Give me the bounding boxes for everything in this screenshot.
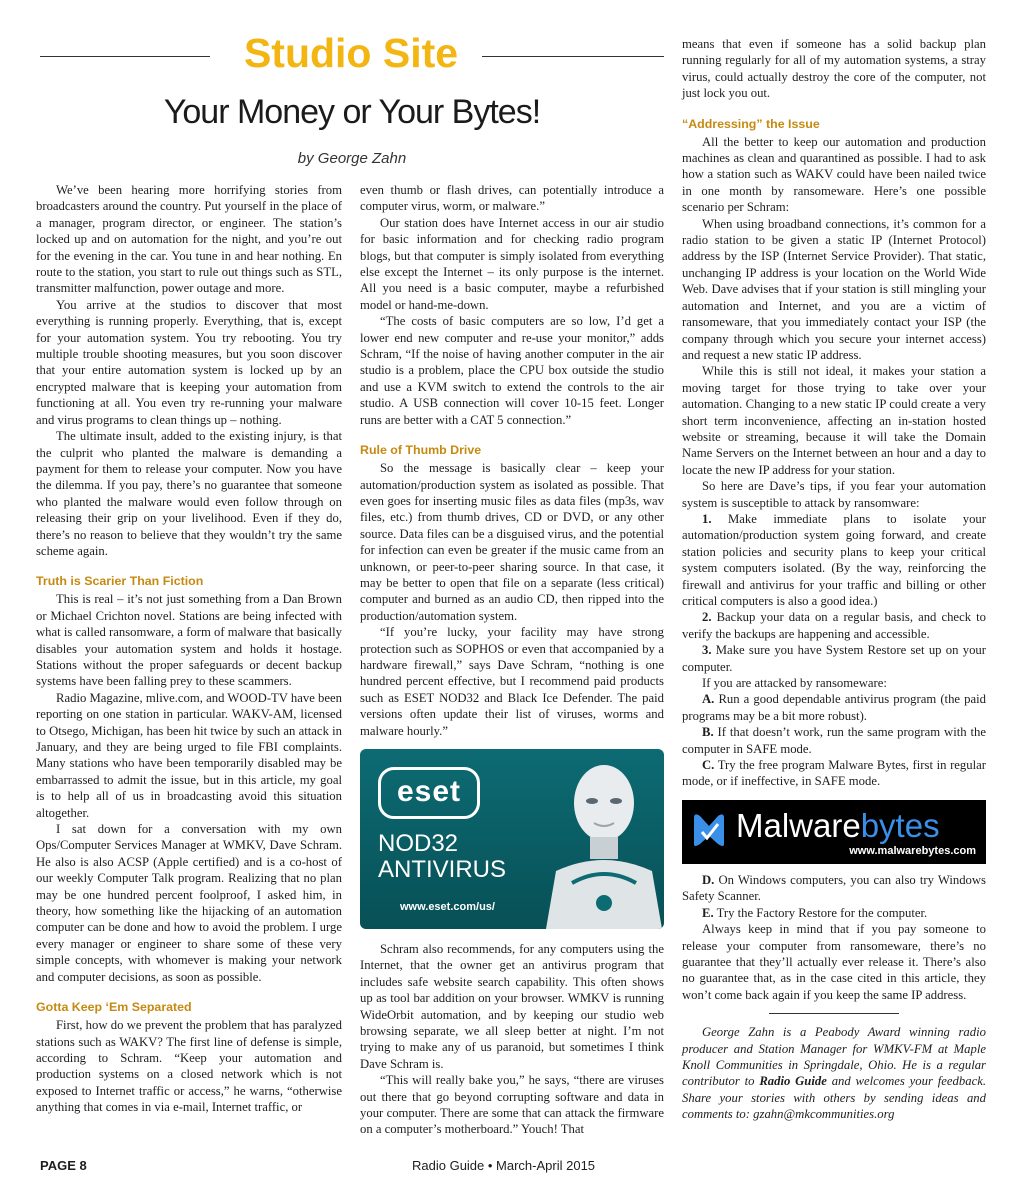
page-number: PAGE 8 bbox=[40, 1158, 87, 1173]
paragraph: “This will really bake you,” he says, “there are viruses out there that go beyond corrupting software and data in your computer. There are some that can attack the firmware on a computer’s motherboard.” Youch! That bbox=[360, 1073, 664, 1137]
step-marker: A. bbox=[702, 692, 715, 707]
bio-publication: Radio Guide bbox=[759, 1074, 827, 1089]
author-bio bbox=[682, 1024, 986, 1122]
paragraph: When using broadband connections, it’s common for a radio station to be given a static IP (Internet Protocol) address by the ISP (Internet Service Provider). That static, unchanging IP address is your location on the World Wide Web. Dave advises that if your station is still mingling your automation and Internet, and you are a victim of ransomeware, that you immediately contact your ISP (the company through which you secure your internet access) and request a new static IP address. bbox=[682, 216, 986, 362]
bio-text: and welcomes your feedback. Share your stories with others by sending ideas and comments to: gzahn@mkcommunities.org bbox=[682, 1074, 986, 1122]
tip-item bbox=[682, 609, 986, 642]
step-text: Try the Factory Restore for the computer. bbox=[713, 905, 928, 920]
malwarebytes-wordmark bbox=[736, 806, 940, 846]
step-marker: D. bbox=[702, 872, 715, 887]
column-1 bbox=[36, 182, 342, 1116]
step-item bbox=[682, 872, 986, 905]
tip-item bbox=[682, 511, 986, 609]
header-rule-left bbox=[40, 56, 210, 57]
tip-marker: 1. bbox=[702, 511, 712, 526]
bio-text: George Zahn is a Peabody Award winning radio producer and Station Manager for WMKV-FM at Maple Knoll Communities in Springdale, Ohio. He is a regular contributor to bbox=[682, 1025, 986, 1089]
paragraph: Radio Magazine, mlive.com, and WOOD-TV have been reporting on one station in particular. WAKV-AM, licensed to Otsego, Michigan, has been hit twice by such an attack in January, and they are being urged to file FBI complaints. Many stations who have been temporarily disabled may be embarrassed to admit the issue, but in this article, my goal is to help all of us in broadcasting avoid this situation altogether. bbox=[36, 690, 342, 820]
step-item bbox=[682, 724, 986, 757]
paragraph: So here are Dave’s tips, if you fear your automation system is susceptible to attack by ransomware: bbox=[682, 479, 986, 510]
paragraph: Our station does have Internet access in our air studio for basic information and for checking radio program blogs, but that computer is simply isolated from everything else except the Internet – its only purpose is the internet. All you need is a basic computer, maybe a refurbished model or hand-me-down. bbox=[360, 215, 664, 312]
tip-text: Backup your data on a regular basis, and check to verify the backups are happening and accessible. bbox=[682, 610, 986, 641]
eset-url: www.eset.com/us/ bbox=[400, 901, 495, 913]
article-byline: by George Zahn bbox=[297, 150, 407, 167]
malwarebytes-advertisement bbox=[682, 800, 986, 864]
step-item bbox=[682, 905, 986, 921]
section-kicker: Studio Site bbox=[243, 30, 459, 76]
malwarebytes-logo-icon bbox=[690, 810, 728, 848]
paragraph: “The costs of basic computers are so low, I’d get a lower end new computer and re-use your monitor,” adds Schram, “If the noise of having another computer in the air studio is a problem, place the CPU box outside the studio and use a KVM switch to extend the controls to the air studio. A USB connection will cover 10-15 feet. Longer runs are better with a CAT 5 connection.” bbox=[360, 314, 664, 427]
step-item bbox=[682, 691, 986, 724]
eset-product-line2: ANTIVIRUS bbox=[378, 856, 507, 883]
malwarebytes-wordmark-part1: Malware bbox=[736, 806, 861, 844]
eset-logo: eset bbox=[378, 767, 480, 819]
malwarebytes-url: www.malwarebytes.com bbox=[849, 845, 976, 858]
paragraph: While this is still not ideal, it makes your station a moving target for those trying to take over your automation. Changing to a new static IP could create a very short term inconvenience, affecting an in-station hosted website or streaming, because it will take the Domain Name Servers on the Internet between an hour and a day to locate the new IP address for your station. bbox=[682, 364, 986, 477]
paragraph: We’ve been hearing more horrifying stories from broadcasters around the country. Put yourself in the place of a manager, program director, or engineer. The station’s locked up and on automation for the night, and you’re out for the evening in the car. You tune in and hear nothing. En route to the station, you start to rule out things such as STL, transmitter malfunction, power outage and more. bbox=[36, 183, 342, 296]
paragraph: Schram also recommends, for any computers using the Internet, that the owner get an antivirus program that includes safe website search capability. This often shows up as tool bar addition on your browser. WMKV is running WideOrbit automation, and by keeping our studio web browsing separate, we all sleep better at night. I’m not trying to make any of us paranoid, but sometimes I think Dave Schram is. bbox=[360, 942, 664, 1071]
eset-product-line1: NOD32 bbox=[378, 830, 459, 857]
column-3 bbox=[682, 36, 986, 1123]
paragraph: I sat down for a conversation with my own Ops/Computer Services Manager at WMKV, Dave Schram. He also is also ACSP (Apple certified) and is a co-host of our weekly Computer Talk program. Realizing that no plan may be one hundred percent foolproof, I asked him, in theory, how something like the hijacking of an automation computer can be done and how to avoid the problem. I urge every manager or engineer to share some of these very simple concepts, with whomever is making your network and computer decisions, as soon as possible. bbox=[36, 822, 342, 984]
subheading-separated: Gotta Keep ‘Em Separated bbox=[36, 1000, 192, 1015]
android-figure-icon bbox=[532, 753, 662, 929]
paragraph: You arrive at the studios to discover that most everything is running properly. Everything, that is, except for your automation system. You try rebooting. You try multiple trouble shooting measures, but you soon discover that your entire automation system is locked up by an encrypted malware that is keeping your automation from functioning at all. You even try re-running your malware and virus programs to clean things up – nothing. bbox=[36, 297, 342, 427]
malwarebytes-wordmark-part2: bytes bbox=[860, 806, 940, 844]
step-text: Run a good dependable antivirus program (the paid programs may be a bit more robust). bbox=[682, 692, 986, 723]
paragraph: “If you’re lucky, your facility may have strong protection such as SOPHOS or even that accompanied by a hardware firewall,” says Dave Schram, “nothing is one hundred percent effective, but I recommend paid products such as ESET NOD32 and Black Ice Defender. The paid versions often update their list of viruses, worms and malware hourly.” bbox=[360, 625, 664, 738]
column-2 bbox=[360, 182, 664, 1138]
tip-item bbox=[682, 642, 986, 675]
step-text: Try the free program Malware Bytes, first in regular mode, or if ineffective, in SAFE mode. bbox=[682, 758, 986, 789]
paragraph: The ultimate insult, added to the existing injury, is that the culprit who planted the malware is demanding a payment for them to release your computer. Now you have the dilemma. If you pay, there’s no guarantee that someone who planted the malware would even follow through on releasing their grip on your livelihood. Even if they do, there’s no reason to believe that they wouldn’t try the same scheme again. bbox=[36, 429, 342, 558]
paragraph-continued: even thumb or flash drives, can potentially introduce a computer virus, worm, or malware.” bbox=[360, 183, 664, 214]
magazine-issue: Radio Guide • March-April 2015 bbox=[412, 1158, 596, 1173]
tip-marker: 3. bbox=[702, 643, 712, 658]
step-marker: C. bbox=[702, 758, 715, 773]
tip-marker: 2. bbox=[702, 610, 712, 625]
paragraph: This is real – it’s not just something from a Dan Brown or Michael Crichton novel. Stations are being infected with what is called ransomware, a form of malware that basically disables your automation system and holds it hostage. Stations without the proper safeguards or decent backup systems have been falling prey to these scammers. bbox=[36, 592, 342, 689]
paragraph: First, how do we prevent the problem that has paralyzed stations such as WAKV? The first line of defense is simple, according to Schram. “Keep your automation and production systems on a closed network which is not exposed to Internet traffic or access,” he warns, “otherwise anything that comes in via e-mail, Internet traffic, or bbox=[36, 1018, 342, 1115]
paragraph: So the message is basically clear – keep your automation/production system as isolated as possible. That even goes for inserting music files as data files (mp3s, wav files, etc.) from thumb drives, CD or DVD, or any other source. Data files can be a disguised virus, and the potential for infection can even be greater if the music came from an unknown, or peer-to-peer sharing source. In that case, it may be better to open that file on a separate (less critical) computer and burned as an audio CD, then ripped into the production/automation system. bbox=[360, 461, 664, 623]
subheading-addressing: “Addressing” the Issue bbox=[682, 116, 820, 131]
subheading-thumb-drive: Rule of Thumb Drive bbox=[360, 443, 482, 458]
step-text: On Windows computers, you can also try Windows Safety Scanner. bbox=[682, 872, 986, 904]
subheading-truth: Truth is Scarier Than Fiction bbox=[36, 574, 204, 589]
bio-divider bbox=[769, 1013, 899, 1014]
paragraph-continued: means that even if someone has a solid backup plan running regularly for all of my automation systems, a stray virus, could actually destroy the core of the computer, not just lock you out. bbox=[682, 37, 986, 101]
header-rule-right bbox=[482, 56, 664, 57]
step-marker: E. bbox=[702, 905, 714, 920]
paragraph: All the better to keep our automation and production machines as clean and quarantined as possible. I had to ask how a station such as WAKV could have been nailed twice in one month by ransomeware. Here’s one possible scenario per Schram: bbox=[682, 134, 986, 215]
step-text: If that doesn’t work, run the same program with the computer in SAFE mode. bbox=[682, 725, 986, 756]
step-item bbox=[682, 757, 986, 790]
page-footer bbox=[40, 1158, 984, 1178]
paragraph: If you are attacked by ransomeware: bbox=[702, 676, 887, 691]
tip-text: Make immediate plans to isolate your automation/production system going forward, and create station policies and security plans to keep your critical system computers isolated. (By the way, reinforcing the firewall and antivirus for your traffic and billing or other critical computers is also a good idea.) bbox=[682, 511, 986, 608]
tip-text: Make sure you have System Restore set up on your computer. bbox=[682, 643, 986, 674]
step-marker: B. bbox=[702, 725, 714, 740]
paragraph: Always keep in mind that if you pay someone to release your computer from ransomeware, there’s no guarantee that they’ll actually ever release it. There’s also no guarantee that, as in the case cited in this article, they won’t come back again if you keep the same IP address. bbox=[682, 922, 986, 1002]
eset-advertisement bbox=[360, 749, 664, 929]
article-headline: Your Money or Your Bytes! bbox=[163, 93, 541, 131]
